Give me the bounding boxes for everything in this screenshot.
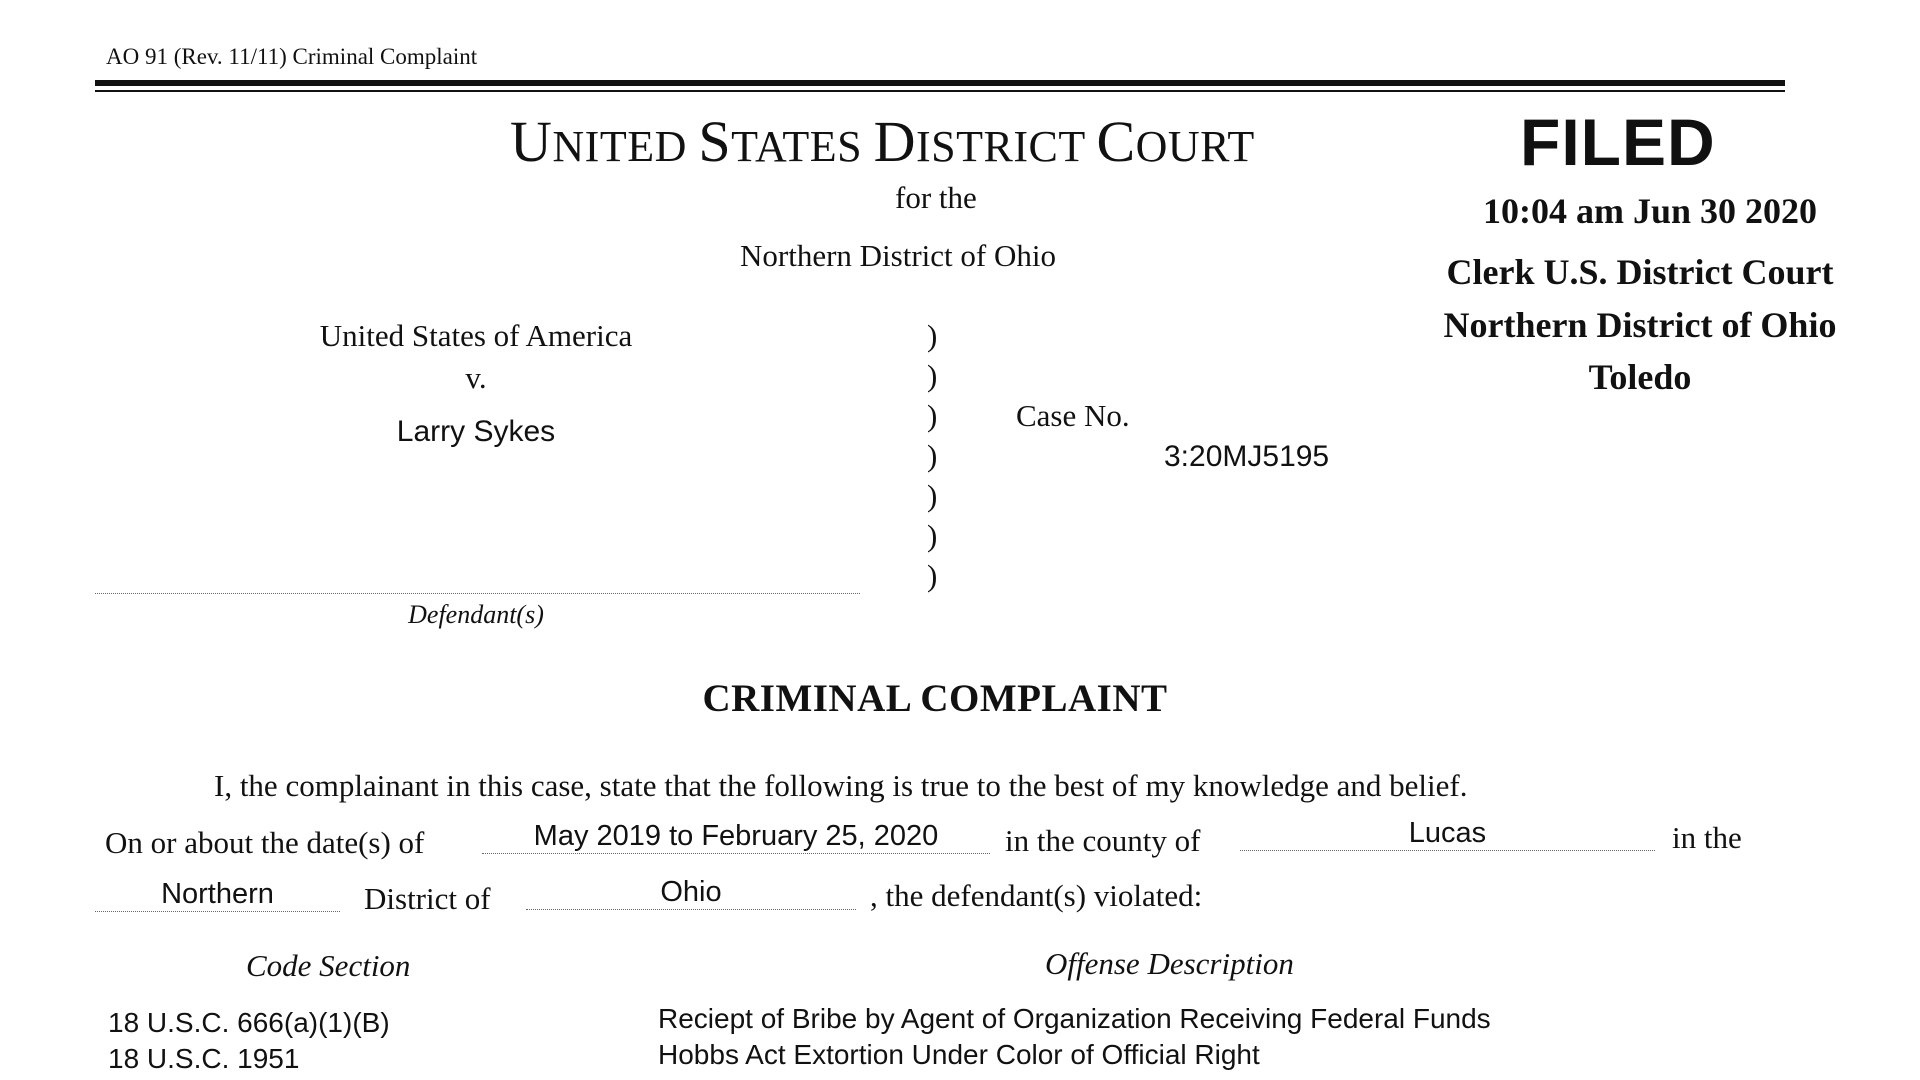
- court-title: [510, 108, 1255, 175]
- court-title-initial: D: [873, 109, 916, 174]
- filed-stamp-time: 10:04 am Jun 30 2020: [1482, 191, 1818, 231]
- district-field[interactable]: Northern: [95, 878, 340, 912]
- header-rule-thin: [95, 90, 1785, 92]
- caption-paren: ): [927, 438, 938, 473]
- offense-code: 18 U.S.C. 666(a)(1)(B): [108, 1007, 390, 1038]
- offense-description: Hobbs Act Extortion Under Color of Official Right: [658, 1039, 1260, 1070]
- offense-code: 18 U.S.C. 1951: [108, 1043, 300, 1074]
- court-title-word: ISTRICT: [916, 122, 1097, 171]
- date-prefix: On or about the date(s) of: [105, 825, 425, 860]
- defendant-signature-line: [95, 593, 860, 594]
- caption-paren: ): [927, 558, 938, 593]
- county-prefix: in the county of: [1005, 823, 1201, 858]
- offense-description-header: Offense Description: [1045, 946, 1294, 981]
- court-district: Northern District of Ohio: [740, 238, 1056, 273]
- court-title-initial: C: [1096, 109, 1136, 174]
- form-id: AO 91 (Rev. 11/11) Criminal Complaint: [106, 44, 478, 69]
- case-number: 3:20MJ5195: [1164, 440, 1330, 473]
- court-title-word: TATES: [731, 122, 874, 171]
- header-rule: [95, 80, 1785, 86]
- filed-stamp-label: FILED: [1520, 105, 1716, 179]
- caption-paren: ): [927, 478, 938, 513]
- filed-stamp-clerk: Clerk U.S. District Court: [1446, 252, 1834, 292]
- caption-paren: ): [927, 358, 938, 393]
- versus-label: v.: [465, 360, 487, 395]
- county-field[interactable]: Lucas: [1240, 817, 1655, 851]
- caption-paren: ): [927, 318, 938, 353]
- defendant-name: Larry Sykes: [396, 415, 556, 448]
- filed-stamp-district: Northern District of Ohio: [1443, 305, 1837, 345]
- state-field[interactable]: Ohio: [526, 876, 856, 910]
- offense-description: Reciept of Bribe by Agent of Organization Receiving Federal Funds: [658, 1003, 1491, 1034]
- violated-text: , the defendant(s) violated:: [870, 878, 1203, 913]
- code-section-header: Code Section: [246, 948, 411, 983]
- court-title-word: OURT: [1135, 122, 1255, 171]
- county-suffix: in the: [1672, 820, 1742, 855]
- filed-stamp-city: Toledo: [1588, 357, 1692, 397]
- complaint-statement: I, the complainant in this case, state that the following is true to the best of my knowledge and belief.: [214, 768, 1468, 803]
- court-title-initial: S: [698, 109, 732, 174]
- plaintiff-name: United States of America: [319, 318, 633, 353]
- defendant-label: Defendant(s): [408, 600, 544, 629]
- caption-paren: ): [927, 518, 938, 553]
- caption-paren: ): [927, 398, 938, 433]
- date-field[interactable]: May 2019 to February 25, 2020: [482, 820, 990, 854]
- case-number-label: Case No.: [1016, 398, 1130, 433]
- district-prefix: District of: [364, 881, 491, 916]
- complaint-heading: CRIMINAL COMPLAINT: [702, 677, 1168, 720]
- court-title-word: NITED: [552, 122, 699, 171]
- court-title-initial: U: [510, 109, 553, 174]
